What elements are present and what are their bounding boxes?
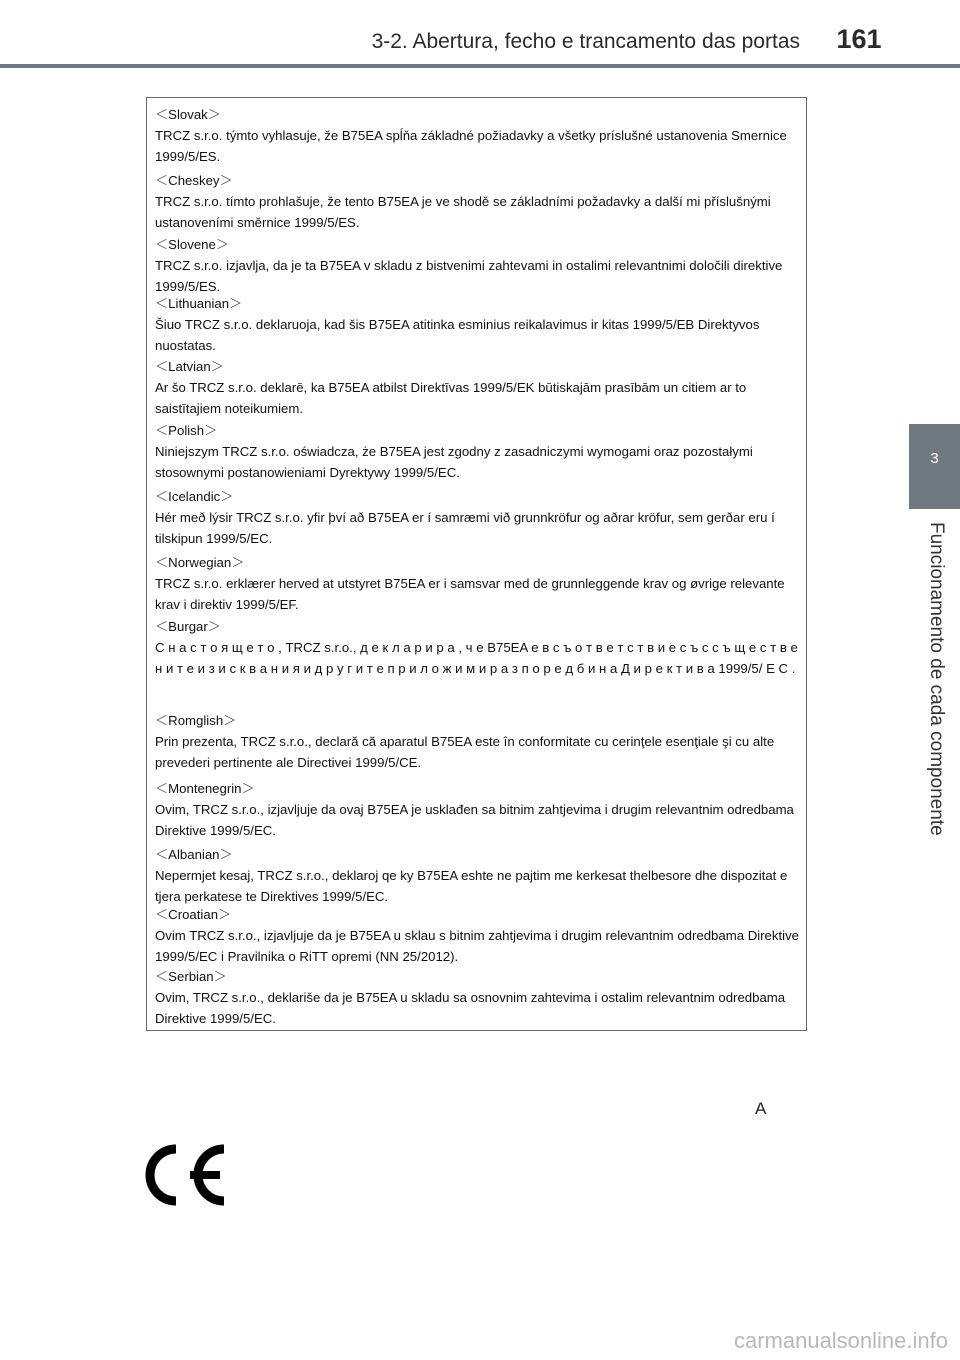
declaration-romglish	[155, 710, 803, 773]
declaration-text: Ar šo TRCZ s.r.o. deklarē, ka B75EA atbilst Direktīvas 1999/5/EK būtiskajām prasībām un citiem ar to saistītajiem noteikumiem.	[155, 380, 747, 416]
declaration-text: Nepermjet kesaj, TRCZ s.r.o., deklaroj qe ky B75EA eshte ne pajtim me kerkesat thelbesore dhe dispozitat e tjera perkatese te Direktives 1999/5/EC.	[155, 868, 788, 904]
chapter-tab	[909, 424, 960, 509]
declaration-text: Ovim TRCZ s.r.o., izjavljuje da je B75EA u sklau s bitnim zahtjevima i drugim relevantnim odredbama Direktive 1999/5/EC i Pravilnika o RiTT opremi (NN 25/2012).	[155, 928, 799, 964]
header-rule	[0, 64, 960, 68]
chapter-label: Funcionamento de cada componente	[926, 522, 947, 836]
declaration-slovene	[155, 234, 803, 297]
declaration-language: ＜Slovak＞	[155, 107, 221, 122]
declaration-albanian	[155, 844, 803, 907]
declaration-cheskey	[155, 170, 803, 233]
declaration-box	[146, 97, 807, 1031]
ce-mark-icon	[136, 1140, 228, 1210]
declaration-text: Niniejszym TRCZ s.r.o. oświadcza, że B75EA jest zgodny z zasadniczymi wymogami oraz pozostałymi stosownymi postanowieniami Dyrektywy 1999/5/EC.	[155, 444, 753, 480]
declaration-text: Ovim, TRCZ s.r.o., izjavljuje da ovaj B75EA je usklađen sa bitnim zahtjevima i drugim relevantnim odredbama Direktive 1999/5/EC.	[155, 802, 794, 838]
declaration-norwegian	[155, 552, 803, 615]
declaration-language: ＜Polish＞	[155, 423, 218, 438]
declaration-lithuanian	[155, 293, 803, 356]
declaration-text: TRCZ s.r.o. izjavlja, da je ta B75EA v skladu z bistvenimi zahtevami in ostalimi relevantnimi določili direktive 1999/5/ES.	[155, 258, 783, 294]
declaration-text: Prin prezenta, TRCZ s.r.o., declară că aparatul B75EA este în conformitate cu cerinţele esenţiale şi cu alte prevederi pertinente ale Directivei 1999/5/CE.	[155, 734, 775, 770]
declaration-language: ＜Serbian＞	[155, 969, 227, 984]
page-number: 161	[836, 24, 882, 54]
declaration-montenegrin	[155, 778, 803, 841]
declaration-text: TRCZ s.r.o. týmto vyhlasuje, že B75EA spĺňa základné požiadavky a všetky príslušné ustanovenia Smernice 1999/5/ES.	[155, 128, 787, 164]
declaration-language: ＜Albanian＞	[155, 847, 233, 862]
declaration-language: ＜Lithuanian＞	[155, 296, 243, 311]
declaration-text: С н а с т о я щ е т о , TRCZ s.r.o., д е к л а р и р а , ч е B75EA е в с ъ о т в е т с т в и е с ъ с с ъ щ е с т в е н и т е и з и с к в а н и я и д р у г и т е п р и л о ж и м и р а з п о р е д б и н а Д и р е к т и в а 1999/5/ Е С .	[155, 640, 798, 676]
declaration-language: ＜Montenegrin＞	[155, 781, 255, 796]
declaration-text: Ovim, TRCZ s.r.o., deklariše da je B75EA u skladu sa osnovnim zahtevima i ostalim relevantnim odredbama Direktive 1999/5/EC.	[155, 990, 786, 1026]
declaration-text: TRCZ s.r.o. tímto prohlašuje, že tento B75EA je ve shodě se základními požadavky a další mi příslušnými ustanoveními směrnice 1999/5/ES.	[155, 194, 771, 230]
declaration-language: ＜Croatian＞	[155, 907, 232, 922]
ce-mark-e-bar	[190, 1171, 220, 1179]
declaration-icelandic	[155, 486, 803, 549]
figure-label: A	[755, 1099, 767, 1118]
declaration-polish	[155, 420, 803, 483]
declaration-language: ＜Burgar＞	[155, 619, 221, 634]
chapter-number: 3	[930, 450, 939, 467]
declaration-language: ＜Cheskey＞	[155, 173, 233, 188]
declaration-text: TRCZ s.r.o. erklærer herved at utstyret B75EA er i samsvar med de grunnleggende krav og øvrige relevante krav i direktiv 1999/5/EF.	[155, 576, 785, 612]
declaration-language: ＜Romglish＞	[155, 713, 237, 728]
declaration-text: Hér með lýsir TRCZ s.r.o. yfir því að B75EA er í samræmi við grunnkröfur og aðrar kröfur, sem gerðar eru í tilskipun 1999/5/EC.	[155, 510, 775, 546]
declaration-text: Šiuo TRCZ s.r.o. deklaruoja, kad šis B75EA atitinka esminius reikalavimus ir kitas 1999/5/EB Direktyvos nuostatas.	[155, 317, 760, 353]
declaration-slovak	[155, 104, 803, 167]
declaration-language: ＜Icelandic＞	[155, 489, 234, 504]
declaration-burgar	[155, 616, 803, 679]
declaration-language: ＜Norwegian＞	[155, 555, 245, 570]
declaration-croatian	[155, 904, 803, 967]
declaration-language: ＜Slovene＞	[155, 237, 230, 252]
declaration-language: ＜Latvian＞	[155, 359, 224, 374]
chapter-side-label	[916, 522, 956, 862]
watermark: carmanualsonline.info	[733, 1328, 948, 1353]
declaration-latvian	[155, 356, 803, 419]
header-title: 3-2. Abertura, fecho e trancamento das portas	[371, 30, 800, 53]
declaration-serbian	[155, 966, 803, 1029]
ce-mark-c	[150, 1149, 176, 1201]
